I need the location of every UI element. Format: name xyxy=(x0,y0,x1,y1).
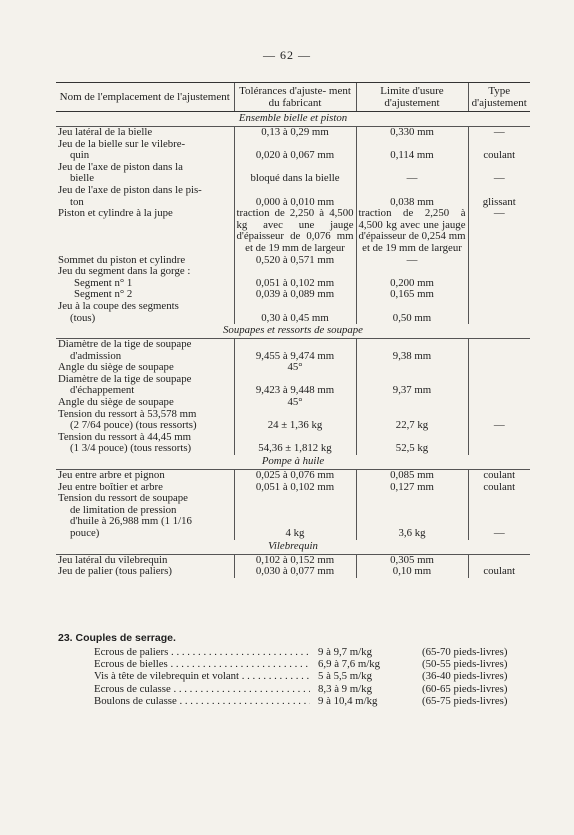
location-cell xyxy=(56,493,234,539)
header-manufacturer-tolerance: Tolérances d'ajuste- ment du fabricant xyxy=(234,83,356,112)
location-text: ton xyxy=(70,195,84,208)
section-title: Soupapes et ressorts de soupape xyxy=(56,324,530,339)
location-text: Jeu de l'axe de piston dans le pis- xyxy=(58,183,202,196)
fit-type-cell xyxy=(468,278,530,290)
table-row xyxy=(56,127,530,139)
wear-limit-cell xyxy=(356,362,468,374)
section-heading-row xyxy=(56,540,530,555)
torque-section-title: 23. Couples de serrage. xyxy=(58,632,176,644)
tolerance-cell: 45° xyxy=(234,397,356,409)
location-text: Tension du ressort à 44,45 mm xyxy=(58,430,191,443)
table-row xyxy=(56,339,530,363)
tolerance-cell: 0,30 à 0,45 mm xyxy=(234,301,356,324)
tolerance-cell: 4 kg xyxy=(234,493,356,539)
wear-limit-cell: 0,114 mm xyxy=(356,139,468,162)
wear-limit-cell: 52,5 kg xyxy=(356,432,468,455)
table-row xyxy=(56,397,530,409)
wear-limit-cell xyxy=(356,397,468,409)
torque-item-name: Ecrous de bielles . . . xyxy=(94,658,310,670)
location-text: bielle xyxy=(70,172,94,185)
tolerance-cell: 0,051 à 0,102 mm xyxy=(234,278,356,290)
section-heading-row xyxy=(56,112,530,127)
location-text: pouce) xyxy=(70,527,100,539)
tolerance-cell: 0,520 à 0,571 mm xyxy=(234,255,356,267)
location-cell xyxy=(56,397,234,409)
location-text: Segment n° 2 xyxy=(74,288,133,301)
table-row xyxy=(56,493,530,539)
tolerance-cell: 45° xyxy=(234,362,356,374)
torque-imperial-value: (50-55 pieds-livres) xyxy=(422,658,508,671)
location-cell xyxy=(56,432,234,455)
tolerance-cell: 0,051 à 0,102 mm xyxy=(234,482,356,494)
fit-type-cell xyxy=(468,255,530,267)
torque-metric-value: 5 à 5,5 m/kg xyxy=(318,670,372,683)
location-text: Jeu latéral du vilebrequin xyxy=(58,553,168,566)
wear-limit-cell: 0,10 mm xyxy=(356,566,468,578)
fit-type-cell xyxy=(468,266,530,278)
tolerance-cell: 0,039 à 0,089 mm xyxy=(234,289,356,301)
table-row xyxy=(56,266,530,278)
torque-imperial-value: (60-65 pieds-livres) xyxy=(422,682,508,695)
torque-item-name: Boulons de culasse . . . xyxy=(94,695,310,707)
location-cell xyxy=(56,470,234,482)
location-text: Angle du siège de soupape xyxy=(58,396,174,409)
wear-limit-cell: — xyxy=(356,162,468,185)
section-title: Ensemble bielle et piston xyxy=(56,112,530,127)
fit-type-cell: — xyxy=(468,208,530,254)
fit-type-cell: — xyxy=(468,162,530,185)
torque-row xyxy=(94,646,534,658)
fit-type-cell: coulant xyxy=(468,139,530,162)
location-cell xyxy=(56,162,234,185)
tolerance-cell: 9,423 à 9,448 mm xyxy=(234,374,356,397)
torque-row xyxy=(94,683,534,695)
location-text: Jeu latéral de la bielle xyxy=(58,126,153,138)
table-header-row xyxy=(56,83,530,112)
wear-limit-cell: 0,085 mm xyxy=(356,470,468,482)
table-row xyxy=(56,432,530,455)
fit-type-cell xyxy=(468,339,530,363)
fit-type-cell: — xyxy=(468,409,530,432)
wear-limit-cell: 3,6 kg xyxy=(356,493,468,539)
torque-row xyxy=(94,658,534,670)
tolerance-cell: 54,36 ± 1,812 kg xyxy=(234,432,356,455)
table-row xyxy=(56,374,530,397)
location-text: d'huile à 26,988 mm (1 1/16 xyxy=(70,515,192,528)
tolerance-cell: 0,030 à 0,077 mm xyxy=(234,566,356,578)
page-number: — 62 — xyxy=(263,48,311,62)
wear-limit-cell: 0,165 mm xyxy=(356,289,468,301)
tolerance-cell: 0,13 à 0,29 mm xyxy=(234,127,356,139)
wear-limit-cell: 0,50 mm xyxy=(356,301,468,324)
fit-type-cell xyxy=(468,289,530,301)
fit-type-cell xyxy=(468,374,530,397)
torque-item-name: Ecrous de paliers . . . xyxy=(94,646,310,658)
tolerance-cell: traction de 2,250 à 4,500 kg avec une jauge d'épaisseur de 0,076 mm et de 19 mm de largeur xyxy=(234,208,356,254)
location-cell xyxy=(56,301,234,324)
tolerance-cell: bloqué dans la bielle xyxy=(234,162,356,185)
specifications-table xyxy=(56,82,530,578)
location-text: Jeu entre arbre et pignon xyxy=(58,469,165,482)
torque-metric-value: 6,9 à 7,6 m/kg xyxy=(318,658,381,671)
tolerance-cell: 0,025 à 0,076 mm xyxy=(234,470,356,482)
section-title: Vilebrequin xyxy=(56,540,530,555)
wear-limit-cell: 9,37 mm xyxy=(356,374,468,397)
table-row xyxy=(56,566,530,578)
location-cell xyxy=(56,409,234,432)
tolerance-cell: 24 ± 1,36 kg xyxy=(234,409,356,432)
tolerance-cell: 0,020 à 0,067 mm xyxy=(234,139,356,162)
wear-limit-cell: traction de 2,250 à 4,500 kg avec une jauge d'épaisseur de 0,254 mm et de 19 mm de largeur xyxy=(356,208,468,254)
torque-list xyxy=(94,646,534,707)
wear-limit-cell: 0,127 mm xyxy=(356,482,468,494)
section-heading-row xyxy=(56,324,530,339)
location-text: (2 7/64 pouce) (tous ressorts) xyxy=(70,419,197,432)
table-row xyxy=(56,139,530,162)
wear-limit-cell: 0,330 mm xyxy=(356,127,468,139)
section-heading-row xyxy=(56,455,530,470)
location-cell xyxy=(56,185,234,208)
location-cell xyxy=(56,339,234,363)
location-text: Angle du siège de soupape xyxy=(58,361,174,374)
torque-item-name: Vis à tête de vilebrequin et volant . . . xyxy=(94,670,310,682)
torque-imperial-value: (65-75 pieds-livres) xyxy=(422,694,508,707)
fit-type-cell xyxy=(468,301,530,324)
tolerance-cell: 0,000 à 0,010 mm xyxy=(234,185,356,208)
wear-limit-cell: 0,200 mm xyxy=(356,278,468,290)
location-cell xyxy=(56,374,234,397)
wear-limit-cell: 0,038 mm xyxy=(356,185,468,208)
torque-row xyxy=(94,670,534,682)
header-location: Nom de l'emplacement de l'ajustement xyxy=(56,83,234,112)
table-row xyxy=(56,185,530,208)
fit-type-cell: coulant xyxy=(468,566,530,578)
torque-imperial-value: (36-40 pieds-livres) xyxy=(422,670,508,683)
table-row xyxy=(56,162,530,185)
location-text: Jeu de la bielle sur le vilebre- xyxy=(58,137,186,150)
location-text: Jeu du segment dans la gorge : xyxy=(58,265,191,278)
tolerance-cell xyxy=(234,266,356,278)
table-row xyxy=(56,470,530,482)
location-text: Diamètre de la tige de soupape xyxy=(58,372,192,385)
location-text: Jeu entre boîtier et arbre xyxy=(58,480,163,493)
torque-item-name: Ecrous de culasse . . . xyxy=(94,683,310,695)
location-text: Jeu de palier (tous paliers) xyxy=(58,565,172,578)
torque-metric-value: 9 à 10,4 m/kg xyxy=(318,694,378,707)
wear-limit-cell: 9,38 mm xyxy=(356,339,468,363)
location-text: Jeu à la coupe des segments xyxy=(58,299,179,312)
location-text: Segment n° 1 xyxy=(74,276,133,289)
header-wear-limit: Limite d'usure d'ajustement xyxy=(356,83,468,112)
location-cell xyxy=(56,266,234,278)
fit-type-cell xyxy=(468,397,530,409)
tolerance-cell: 9,455 à 9,474 mm xyxy=(234,339,356,363)
location-cell xyxy=(56,139,234,162)
wear-limit-cell: 0,305 mm xyxy=(356,554,468,566)
location-text: d'échappement xyxy=(70,384,135,397)
fit-type-cell xyxy=(468,362,530,374)
location-cell xyxy=(56,127,234,139)
section-title: Pompe à huile xyxy=(56,455,530,470)
wear-limit-cell: 22,7 kg xyxy=(356,409,468,432)
tolerance-cell: 0,102 à 0,152 mm xyxy=(234,554,356,566)
table-row xyxy=(56,208,530,254)
fit-type-cell: coulant xyxy=(468,470,530,482)
fit-type-cell: glissant xyxy=(468,185,530,208)
torque-imperial-value: (65-70 pieds-livres) xyxy=(422,646,508,658)
location-text: (tous) xyxy=(70,311,96,324)
location-text: Tension du ressort de soupape xyxy=(58,492,188,505)
location-text: Piston et cylindre à la jupe xyxy=(58,207,173,220)
location-cell xyxy=(56,208,234,254)
location-text: de limitation de pression xyxy=(70,503,177,516)
location-text: Diamètre de la tige de soupape xyxy=(58,338,192,351)
location-text: quin xyxy=(70,149,90,162)
torque-metric-value: 8,3 à 9 m/kg xyxy=(318,682,372,695)
table-row xyxy=(56,409,530,432)
torque-row xyxy=(94,695,534,707)
torque-metric-value: 9 à 9,7 m/kg xyxy=(318,646,372,658)
table-row xyxy=(56,301,530,324)
wear-limit-cell xyxy=(356,266,468,278)
fit-type-cell: — xyxy=(468,493,530,539)
fit-type-cell xyxy=(468,432,530,455)
location-text: Sommet du piston et cylindre xyxy=(58,253,186,266)
fit-type-cell: coulant xyxy=(468,482,530,494)
location-text: Jeu de l'axe de piston dans la xyxy=(58,160,183,173)
fit-type-cell: — xyxy=(468,127,530,139)
location-text: Tension du ressort à 53,578 mm xyxy=(58,407,197,420)
location-cell xyxy=(56,566,234,578)
header-fit-type: Type d'ajustement xyxy=(468,83,530,112)
location-text: d'admission xyxy=(70,349,122,362)
location-text: (1 3/4 pouce) (tous ressorts) xyxy=(70,442,192,455)
wear-limit-cell: — xyxy=(356,255,468,267)
